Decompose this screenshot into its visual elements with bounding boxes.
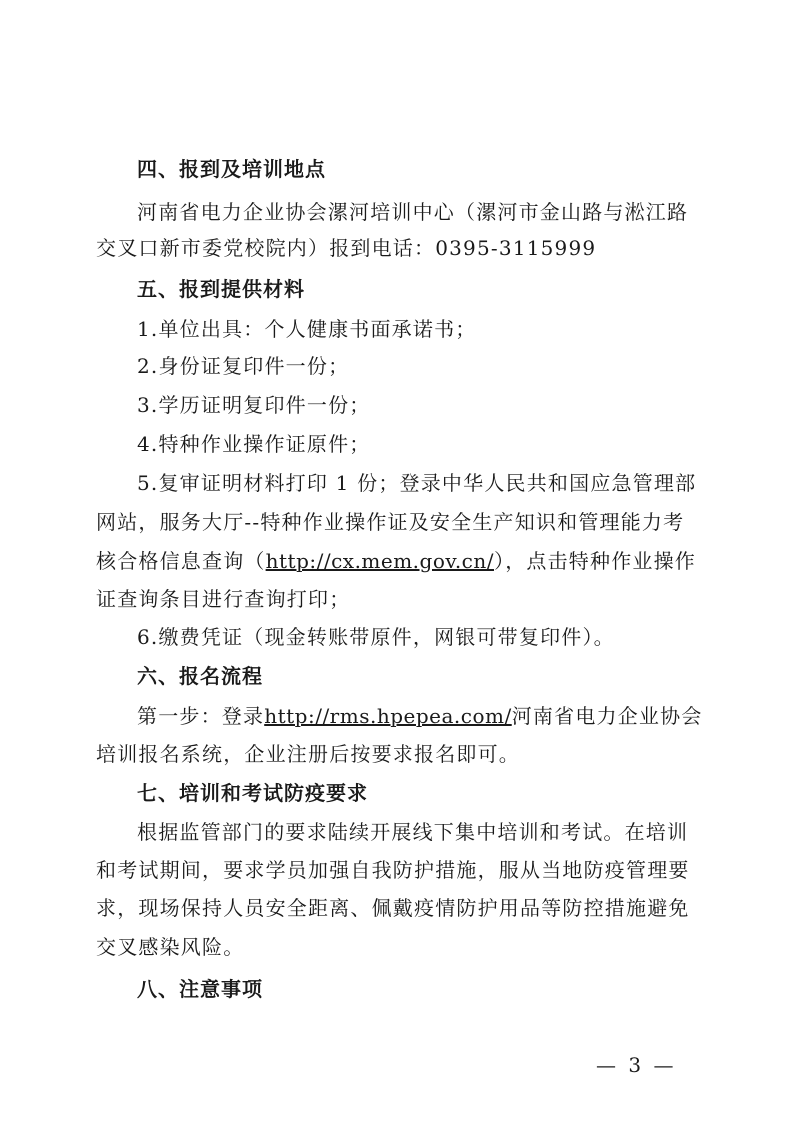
list-item: 4.特种作业操作证原件； <box>137 432 371 456</box>
list-item: 5.复审证明材料打印 1 份；登录中华人民共和国应急管理部 <box>137 471 697 495</box>
paragraph-line: 求，现场保持人员安全距离、佩戴疫情防护用品等防控措施避免 <box>96 896 690 920</box>
list-item-continuation: 证查询条目进行查询打印； <box>96 587 351 611</box>
list-item-continuation <box>96 548 696 574</box>
section-heading-6: 六、报名流程 <box>137 664 263 688</box>
step-text: 河南省电力企业协会 <box>511 704 703 728</box>
section-heading-4: 四、报到及培训地点 <box>137 157 326 181</box>
list-item: 2.身份证复印件一份； <box>137 354 350 378</box>
paragraph-line <box>137 703 703 729</box>
step-text: 第一步：登录 <box>137 704 265 728</box>
paragraph-line: 和考试期间，要求学员加强自我防护措施，服从当地防疫管理要 <box>96 858 690 882</box>
page-number: — 3 — <box>596 1053 677 1077</box>
paragraph-line: 河南省电力企业协会漯河培训中心（漯河市金山路与淞江路 <box>137 200 689 224</box>
list-item-text: ），点击特种作业操作 <box>494 549 696 573</box>
section-heading-8: 八、注意事项 <box>137 977 263 1001</box>
paragraph-line: 交叉感染风险。 <box>96 935 245 959</box>
list-item: 6.缴费凭证（现金转账带原件，网银可带复印件）。 <box>137 625 615 649</box>
list-item-text: 核合格信息查询（ <box>96 549 266 573</box>
paragraph-line: 根据监管部门的要求陆续开展线下集中培训和考试。在培训 <box>137 820 689 844</box>
paragraph-line: 交叉口新市委党校院内）报到电话：0395-3115999 <box>96 236 597 260</box>
section-heading-7: 七、培训和考试防疫要求 <box>137 781 368 805</box>
mem-query-link[interactable]: http://cx.mem.gov.cn/ <box>265 549 494 573</box>
list-item: 3.学历证明复印件一份； <box>137 393 371 417</box>
list-item-continuation: 网站，服务大厅--特种作业操作证及安全生产知识和管理能力考 <box>96 510 685 534</box>
paragraph-line: 培训报名系统，企业注册后按要求报名即可。 <box>96 742 520 766</box>
list-item: 1.单位出具：个人健康书面承诺书； <box>137 317 477 341</box>
registration-link[interactable]: http://rms.hpepea.com/ <box>264 704 512 728</box>
section-heading-5: 五、报到提供材料 <box>137 277 305 301</box>
